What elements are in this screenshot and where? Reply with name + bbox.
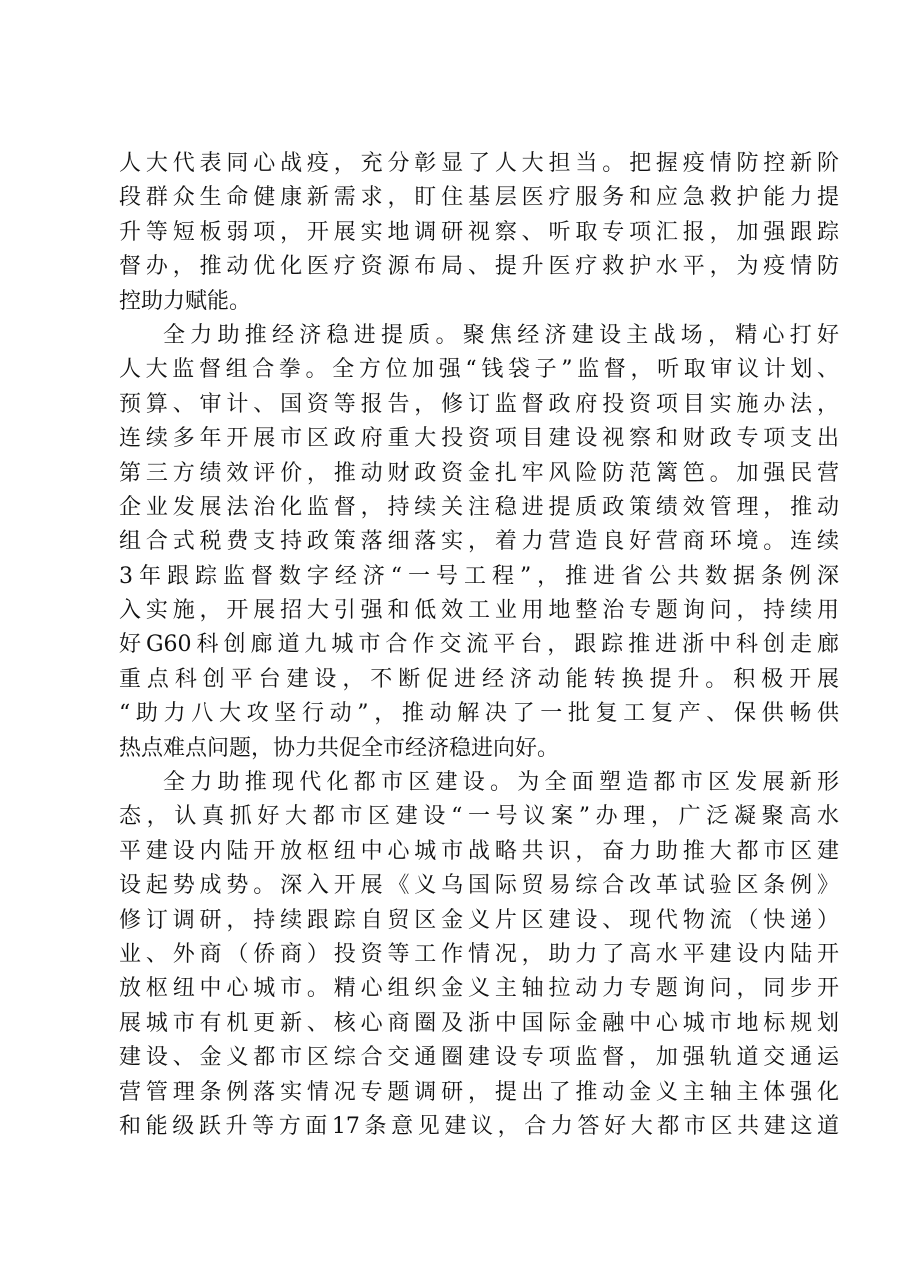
text-line: 预算、审计、国资等报告，修订监督政府投资项目实施办法， xyxy=(119,391,839,417)
text-line: 组合式税费支持政策落细落实，着力营造良好营商环境。连续 xyxy=(119,529,839,555)
text-line: 入实施，开展招大引强和低效工业用地整治专题询问，持续用 xyxy=(119,598,839,624)
text-line: 人大监督组合拳。全方位加强“钱袋子”监督，听取审议计划、 xyxy=(119,357,839,383)
text-line: 人大代表同心战疫，充分彰显了人大担当。把握疫情防控新阶 xyxy=(119,151,839,176)
text-line: 平建设内陆开放枢纽中心城市战略共识，奋力助推大都市区建 xyxy=(119,838,839,864)
text-line: 和能级跃升等方面17条意见建议，合力答好大都市区共建这道 xyxy=(119,1113,839,1139)
text-line: 业、外商（侨商）投资等工作情况，助力了高水平建设内陆开 xyxy=(119,941,839,967)
text-line: 重点科创平台建设，不断促进经济动能转换提升。积极开展 xyxy=(119,666,839,692)
text-line: 企业发展法治化监督，持续关注稳进提质政策绩效管理，推动 xyxy=(119,494,839,520)
paragraph xyxy=(119,319,839,766)
text-line: 修订调研，持续跟踪自贸区金义片区建设、现代物流（快递） xyxy=(119,907,839,933)
text-line: 热点难点问题，协力共促全市经济稳进向好。 xyxy=(119,735,560,761)
text-line: 3年跟踪监督数字经济“一号工程”，推进省公共数据条例深 xyxy=(119,563,839,589)
text-line: 段群众生命健康新需求，盯住基层医疗服务和应急救护能力提 xyxy=(119,185,839,211)
text-line: 态，认真抓好大都市区建设“一号议案”办理，广泛凝聚高水 xyxy=(119,804,839,830)
text-line: 展城市有机更新、核心商圈及浙中国际金融中心城市地标规划 xyxy=(119,1010,839,1036)
paragraph xyxy=(119,147,839,319)
text-line: 督办，推动优化医疗资源布局、提升医疗救护水平，为疫情防 xyxy=(119,254,839,280)
text-line: “助力八大攻坚行动”，推动解决了一批复工复产、保供畅供 xyxy=(119,701,839,727)
text-line: 设起势成势。深入开展《义乌国际贸易综合改革试验区条例》 xyxy=(119,873,839,899)
text-line: 全力助推现代化都市区建设。为全面塑造都市区发展新形 xyxy=(163,770,839,796)
document-body xyxy=(119,147,839,1144)
text-line: 连续多年开展市区政府重大投资项目建设视察和财政专项支出 xyxy=(119,426,839,452)
paragraph xyxy=(119,766,839,1144)
text-line: 好G60科创廊道九城市合作交流平台，跟踪推进浙中科创走廊 xyxy=(119,632,839,658)
text-line: 放枢纽中心城市。精心组织金义主轴拉动力专题询问，同步开 xyxy=(119,976,839,1002)
text-line: 全力助推经济稳进提质。聚焦经济建设主战场，精心打好 xyxy=(163,322,839,348)
text-line: 控助力赋能。 xyxy=(119,288,252,314)
text-line: 第三方绩效评价，推动财政资金扎牢风险防范篱笆。加强民营 xyxy=(119,460,839,486)
text-line: 营管理条例落实情况专题调研，提出了推动金义主轴主体强化 xyxy=(119,1079,839,1105)
text-line: 升等短板弱项，开展实地调研视察、听取专项汇报，加强跟踪 xyxy=(119,219,839,245)
text-line: 建设、金义都市区综合交通圈建设专项监督，加强轨道交通运 xyxy=(119,1045,839,1071)
